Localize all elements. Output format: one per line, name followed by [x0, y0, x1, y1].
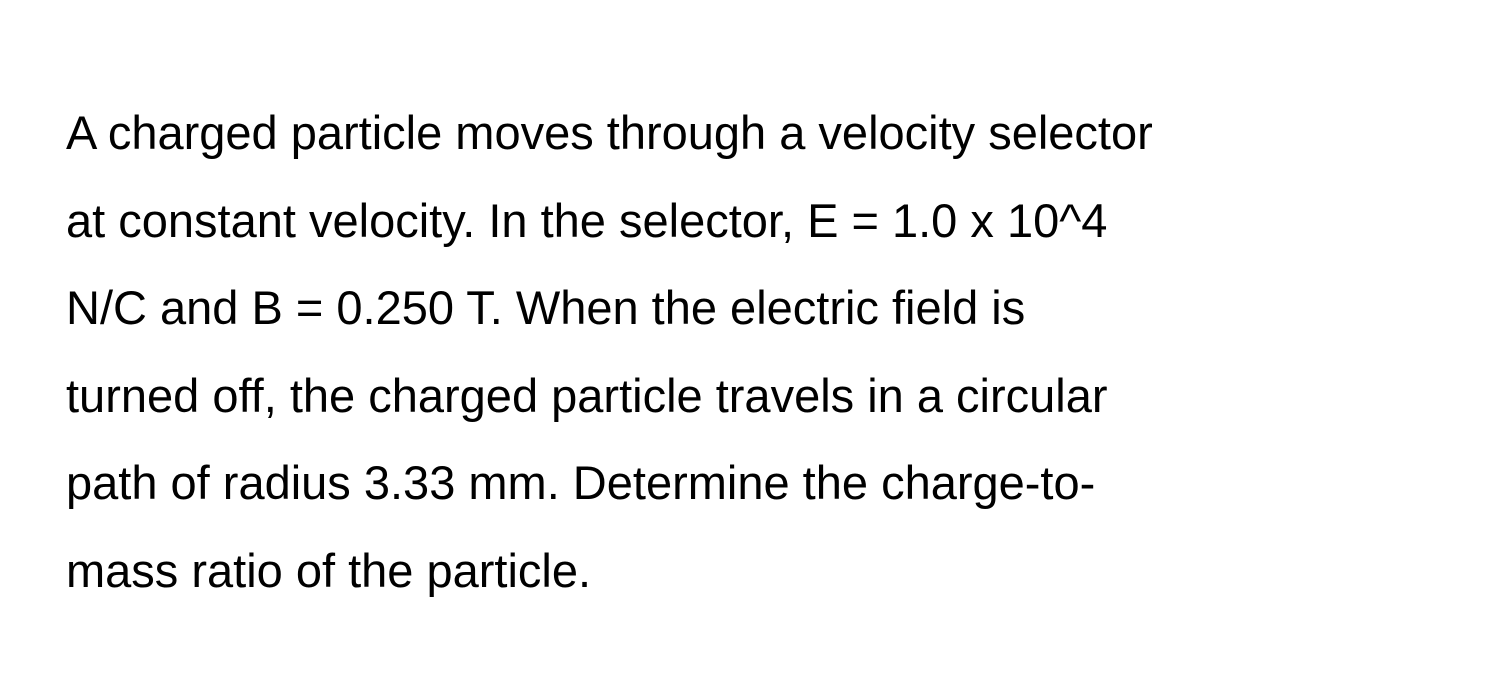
problem-statement — [66, 89, 1466, 614]
problem-line-6: mass ratio of the particle. — [66, 543, 592, 597]
problem-line-4: turned off, the charged particle travels in a circular — [66, 368, 1108, 422]
problem-line-1: A charged particle moves through a velocity selector — [66, 106, 1153, 159]
problem-line-3: N/C and B = 0.250 T. When the electric field is — [66, 281, 1026, 334]
problem-line-5: path of radius 3.33 mm. Determine the charge-to- — [66, 456, 1096, 509]
problem-line-2: at constant velocity. In the selector, E = 1.0 x 10^4 — [66, 193, 1108, 247]
